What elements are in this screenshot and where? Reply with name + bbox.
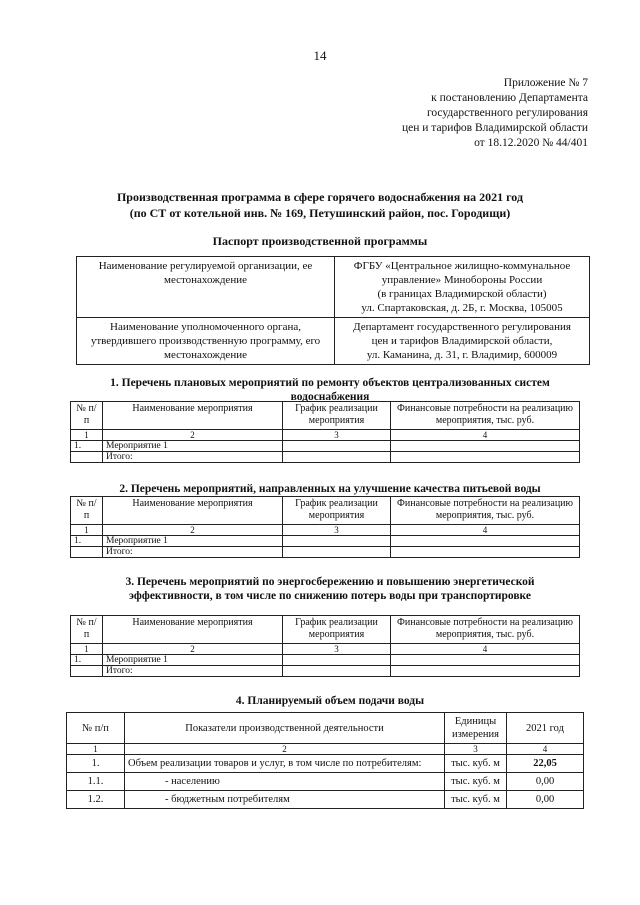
col-name-header: Наименование мероприятия — [103, 497, 283, 525]
col-name-header: Наименование мероприятия — [103, 616, 283, 644]
row-finance — [391, 547, 580, 558]
col-schedule-header: График реализации мероприятия — [283, 616, 391, 644]
table-row — [71, 441, 580, 452]
value-line: цен и тарифов Владимирской области, — [371, 335, 553, 347]
row-finance — [391, 655, 580, 666]
section-title-line: водоснабжения — [290, 391, 370, 403]
col-num-header: № п/п — [67, 713, 125, 744]
appendix-line: Приложение № 7 — [503, 77, 588, 89]
col-number: 4 — [391, 525, 580, 536]
col-number: 1 — [71, 644, 103, 655]
value-line: Департамент государственного регулирования — [353, 321, 571, 333]
table-row — [67, 755, 584, 773]
row-name: Мероприятие 1 — [103, 441, 283, 452]
value-line: управление» Минобороны России — [381, 274, 543, 286]
col-number: 1 — [67, 744, 125, 755]
section-title-line: эффективности, в том числе по снижению потерь воды при транспортировке — [129, 590, 531, 602]
column-numbers-row — [71, 525, 580, 536]
section-2-title — [60, 482, 600, 496]
section-title-line: 3. Перечень мероприятий по энергосбережению и повышению энергетической — [125, 576, 535, 588]
document-title — [0, 189, 640, 221]
col-schedule-header: График реализации мероприятия — [283, 497, 391, 525]
passport-value — [335, 257, 590, 318]
section-1-table — [70, 401, 580, 463]
passport-row — [77, 318, 590, 365]
row-value: 22,05 — [507, 755, 584, 773]
row-number — [71, 666, 103, 677]
row-indicator: - бюджетным потребителям — [125, 791, 445, 809]
section-1-title — [60, 376, 600, 404]
col-number: 1 — [71, 525, 103, 536]
col-number: 3 — [283, 644, 391, 655]
col-number: 2 — [103, 525, 283, 536]
appendix-block — [402, 76, 588, 151]
table-row — [71, 536, 580, 547]
row-number: 1.2. — [67, 791, 125, 809]
col-schedule-header: График реализации мероприятия — [283, 402, 391, 430]
appendix-line: государственного регулирования — [426, 107, 588, 119]
value-line: (в границах Владимирской области) — [377, 288, 547, 300]
passport-title: Паспорт производственной программы — [212, 234, 428, 248]
title-line: Производственная программа в сфере горячего водоснабжения на 2021 год — [116, 190, 524, 204]
table-row — [67, 773, 584, 791]
total-row — [71, 666, 580, 677]
col-number: 2 — [103, 644, 283, 655]
row-finance — [391, 536, 580, 547]
column-numbers-row — [71, 644, 580, 655]
row-number: 1. — [67, 755, 125, 773]
passport-label: Наименование регулируемой организации, ее местонахождение — [77, 257, 335, 318]
section-4-table — [66, 712, 584, 809]
passport-value — [335, 318, 590, 365]
col-number: 4 — [507, 744, 584, 755]
appendix-line: к постановлению Департамента — [431, 92, 588, 104]
col-number: 2 — [103, 430, 283, 441]
value-line: ул. Каманина, д. 31, г. Владимир, 600009 — [366, 349, 558, 361]
row-schedule — [283, 666, 391, 677]
col-number: 2 — [125, 744, 445, 755]
row-value: 0,00 — [507, 791, 584, 809]
total-label: Итого: — [103, 666, 283, 677]
row-number: 1. — [71, 655, 103, 666]
section-title-line: 1. Перечень плановых мероприятий по ремонту объектов централизованных систем — [110, 377, 550, 389]
section-3-table — [70, 615, 580, 677]
appendix-line: цен и тарифов Владимирской области — [401, 122, 588, 134]
section-4-title: 4. Планируемый объем подачи воды — [235, 695, 425, 707]
table-header-row — [71, 616, 580, 644]
passport-table — [76, 256, 590, 365]
row-number — [71, 547, 103, 558]
row-schedule — [283, 547, 391, 558]
col-number: 4 — [391, 644, 580, 655]
total-label: Итого: — [103, 547, 283, 558]
passport-row — [77, 257, 590, 318]
row-name: Мероприятие 1 — [103, 655, 283, 666]
col-num-header: № п/п — [71, 616, 103, 644]
col-num-header: № п/п — [71, 497, 103, 525]
section-2-table — [70, 496, 580, 558]
title-line: (по СТ от котельной инв. № 169, Петушинский район, пос. Городищи) — [129, 206, 511, 220]
table-row — [67, 791, 584, 809]
row-number: 1. — [71, 536, 103, 547]
total-row — [71, 547, 580, 558]
column-numbers-row — [71, 430, 580, 441]
total-row — [71, 452, 580, 463]
section-title-line: 2. Перечень мероприятий, направленных на улучшение качества питьевой воды — [119, 483, 541, 495]
row-number: 1.1. — [67, 773, 125, 791]
row-finance — [391, 452, 580, 463]
value-line: ФГБУ «Центральное жилищно-коммунальное — [353, 260, 571, 272]
table-header-row — [67, 713, 584, 744]
row-unit: тыс. куб. м — [445, 773, 507, 791]
row-value: 0,00 — [507, 773, 584, 791]
col-num-header: № п/п — [71, 402, 103, 430]
table-row — [71, 655, 580, 666]
row-finance — [391, 441, 580, 452]
section-3-title — [60, 575, 600, 603]
col-finance-header: Финансовые потребности на реализацию мероприятия, тыс. руб. — [391, 402, 580, 430]
row-name: Мероприятие 1 — [103, 536, 283, 547]
col-number: 3 — [445, 744, 507, 755]
page-number: 14 — [313, 48, 327, 63]
value-line: ул. Спартаковская, д. 2Б, г. Москва, 105005 — [361, 302, 563, 314]
col-unit-header: Единицы измерения — [445, 713, 507, 744]
col-name-header: Наименование мероприятия — [103, 402, 283, 430]
row-unit: тыс. куб. м — [445, 791, 507, 809]
appendix-line: от 18.12.2020 № 44/401 — [474, 137, 588, 149]
row-unit: тыс. куб. м — [445, 755, 507, 773]
row-schedule — [283, 441, 391, 452]
row-schedule — [283, 655, 391, 666]
row-indicator: Объем реализации товаров и услуг, в том числе по потребителям: — [125, 755, 445, 773]
col-finance-header: Финансовые потребности на реализацию мероприятия, тыс. руб. — [391, 616, 580, 644]
col-finance-header: Финансовые потребности на реализацию мероприятия, тыс. руб. — [391, 497, 580, 525]
row-finance — [391, 666, 580, 677]
col-number: 4 — [391, 430, 580, 441]
row-number: 1. — [71, 441, 103, 452]
row-number — [71, 452, 103, 463]
column-numbers-row — [67, 744, 584, 755]
table-header-row — [71, 402, 580, 430]
col-number: 3 — [283, 525, 391, 536]
passport-label: Наименование уполномоченного органа, утвердившего производственную программу, его местонахождение — [77, 318, 335, 365]
col-indicator-header: Показатели производственной деятельности — [125, 713, 445, 744]
table-header-row — [71, 497, 580, 525]
row-indicator: - населению — [125, 773, 445, 791]
col-number: 3 — [283, 430, 391, 441]
total-label: Итого: — [103, 452, 283, 463]
row-schedule — [283, 452, 391, 463]
row-schedule — [283, 536, 391, 547]
col-year-header: 2021 год — [507, 713, 584, 744]
col-number: 1 — [71, 430, 103, 441]
